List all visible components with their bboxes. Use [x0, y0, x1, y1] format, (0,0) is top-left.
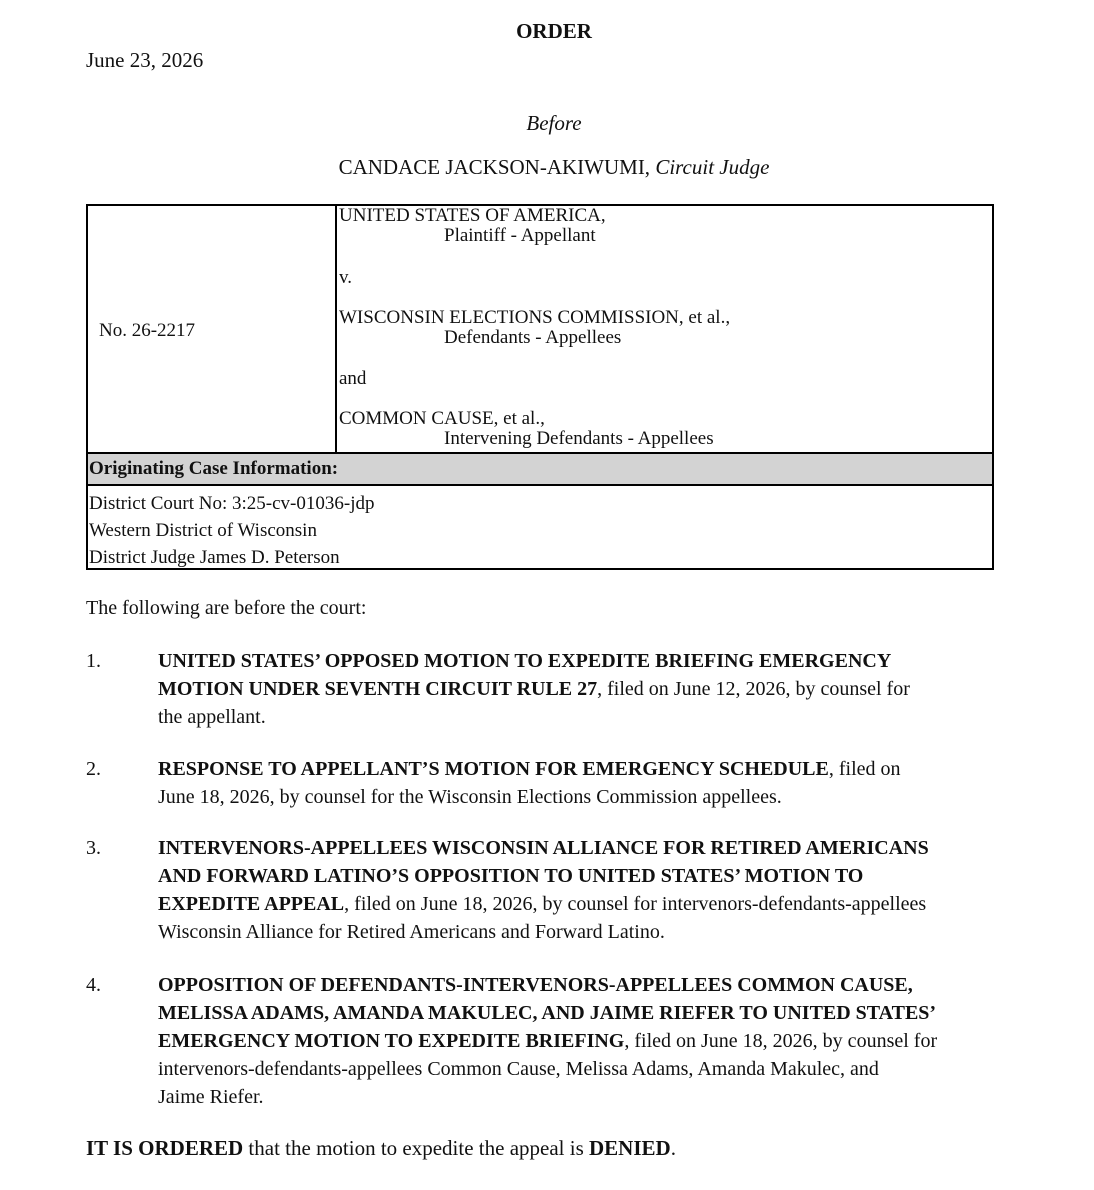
conjunction: and	[339, 368, 367, 389]
defendant	[339, 308, 730, 348]
item-title: EXPEDITE APPEAL	[158, 893, 345, 915]
case-number-cell	[88, 206, 337, 452]
district-judge: District Judge James D. Peterson	[89, 547, 340, 568]
order-statement	[86, 1135, 676, 1161]
order-end: .	[670, 1136, 676, 1160]
plaintiff	[339, 206, 606, 246]
item-detail: Wisconsin Alliance for Retired Americans and Forward Latino.	[158, 921, 665, 943]
judge-line	[0, 154, 1094, 180]
item-detail: , filed on	[828, 758, 901, 780]
originating-details	[89, 490, 375, 571]
item-title: INTERVENORS-APPELLEES WISCONSIN ALLIANCE FOR RETIRED AMERICANS	[158, 837, 929, 859]
item-detail: June 18, 2026, by counsel for the Wisconsin Elections Commission appellees.	[158, 786, 782, 808]
plaintiff-role: Plaintiff - Appellant	[444, 225, 596, 246]
item-title: AND FORWARD LATINO’S OPPOSITION TO UNITED STATES’ MOTION TO	[158, 865, 864, 887]
originating-header: Originating Case Information:	[88, 452, 992, 486]
item-detail: , filed on June 18, 2026, by counsel for intervenors-defendants-appellees	[344, 893, 927, 915]
plaintiff-name: UNITED STATES OF AMERICA,	[339, 205, 606, 226]
item-detail: , filed on June 18, 2026, by counsel for	[624, 1030, 938, 1052]
intro-text: The following are before the court:	[86, 597, 367, 619]
document-title: ORDER	[516, 19, 592, 43]
item-title: EMERGENCY MOTION TO EXPEDITE BRIEFING	[158, 1030, 625, 1052]
list-item	[86, 971, 1026, 1111]
item-detail: , filed on June 12, 2026, by counsel for	[597, 678, 910, 700]
item-detail: the appellant.	[158, 706, 266, 728]
item-number: 4.	[86, 974, 101, 996]
item-number: 1.	[86, 650, 101, 672]
case-caption-table	[86, 204, 994, 570]
intervenor-name: COMMON CAUSE, et al.,	[339, 408, 545, 429]
case-number: No. 26-2217	[99, 320, 196, 341]
list-item	[86, 755, 1026, 811]
intervenor-role: Intervening Defendants - Appellees	[444, 428, 714, 449]
order-lead: IT IS ORDERED	[86, 1136, 244, 1160]
list-item	[86, 834, 1026, 946]
item-detail: intervenors-defendants-appellees Common Cause, Melissa Adams, Amanda Makulec, and	[158, 1058, 879, 1080]
district-court-no: District Court No: 3:25-cv-01036-jdp	[89, 493, 375, 514]
order-result: DENIED	[589, 1136, 671, 1160]
judge-role: Circuit Judge	[655, 155, 770, 179]
defendant-name: WISCONSIN ELECTIONS COMMISSION, et al.,	[339, 307, 731, 328]
item-title: MELISSA ADAMS, AMANDA MAKULEC, AND JAIME RIEFER TO UNITED STATES’	[158, 1002, 937, 1024]
item-detail: Jaime Riefer.	[158, 1086, 264, 1108]
before-label: Before	[526, 111, 582, 135]
item-title: UNITED STATES’ OPPOSED MOTION TO EXPEDITE BRIEFING EMERGENCY	[158, 650, 892, 672]
order-date: June 23, 2026	[86, 48, 204, 72]
item-title: RESPONSE TO APPELLANT’S MOTION FOR EMERGENCY SCHEDULE	[158, 758, 829, 780]
item-text	[158, 647, 1026, 731]
parties-cell	[337, 206, 992, 452]
judge-name: CANDACE JACKSON-AKIWUMI,	[338, 155, 651, 179]
list-item	[86, 647, 1026, 731]
item-title: MOTION UNDER SEVENTH CIRCUIT RULE 27	[158, 678, 598, 700]
item-text	[158, 755, 1026, 811]
versus: v.	[339, 267, 353, 288]
district: Western District of Wisconsin	[89, 520, 317, 541]
defendant-role: Defendants - Appellees	[444, 327, 622, 348]
item-number: 3.	[86, 837, 101, 859]
order-text: that the motion to expedite the appeal is	[243, 1136, 589, 1160]
item-text	[158, 834, 1026, 946]
item-title: OPPOSITION OF DEFENDANTS-INTERVENORS-APPELLEES COMMON CAUSE,	[158, 974, 913, 996]
item-number: 2.	[86, 758, 101, 780]
item-text	[158, 971, 1026, 1111]
intervenor	[339, 409, 714, 449]
